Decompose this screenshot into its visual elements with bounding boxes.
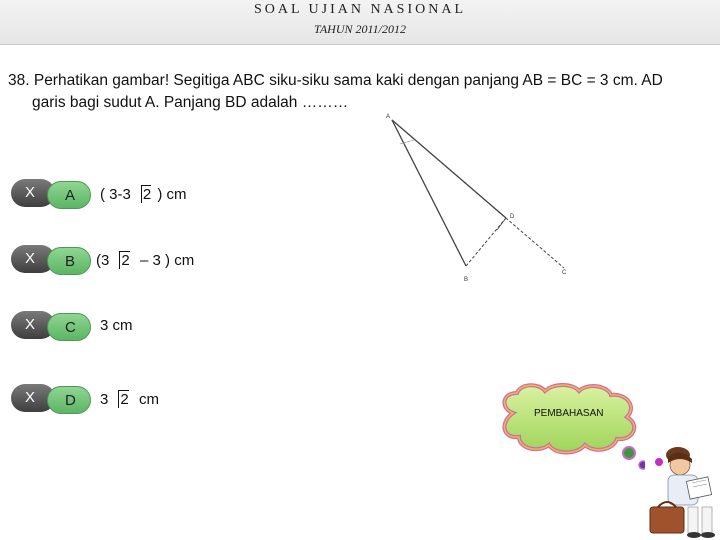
option-b-post: – 3 ) cm [140,252,195,269]
option-d-post: cm [139,391,160,408]
option-b-text [96,247,194,275]
label-c: C [562,270,567,276]
question-line-1: 38. Perhatikan gambar! Segitiga ABC siku-siku sama kaki dengan panjang AB = BC = 3 cm. AD [8,72,663,89]
question-text [8,70,708,114]
sqrt-symbol-icon: 2 [133,181,151,209]
bisector-ad [392,120,506,218]
segment-bd [466,218,506,266]
option-a-button[interactable]: A [47,181,91,209]
pembahasan-button[interactable]: PEMBAHASAN [534,408,604,419]
sqrt-symbol-icon: 2 [111,247,129,275]
option-c-mark-button[interactable]: X [11,311,55,339]
option-d-text [100,386,159,414]
option-b-button[interactable]: B [47,247,91,275]
option-d-mark-button[interactable]: X [11,384,55,412]
option-c-button[interactable]: C [47,313,91,341]
student-reading-icon [648,445,720,540]
sqrt-symbol-icon: 2 [110,386,128,414]
option-b-pre: (3 [96,252,110,269]
option-c-text: 3 cm [100,317,133,334]
question-line-2: garis bagi sudut A. Panjang BD adalah ……… [32,94,349,111]
label-b: B [464,277,469,283]
option-d-button[interactable]: D [47,386,91,414]
option-b-mark-button[interactable]: X [11,245,55,273]
option-a-post: ) cm [157,186,187,203]
triangle-figure [380,108,580,288]
slide-header [0,0,720,45]
header-title: SOAL UJIAN NASIONAL [253,2,467,17]
label-d: D [510,214,515,220]
header-year: TAHUN 2011/2012 [314,22,406,36]
option-a-text [100,181,187,209]
option-a-pre: ( 3-3 [100,186,131,203]
side-ab [392,120,466,266]
option-a-mark-button[interactable]: X [11,179,55,207]
right-angle-mark [497,218,506,230]
label-a: A [386,114,391,120]
pembahasan-bubble-icon [495,383,645,483]
option-d-pre: 3 [100,391,109,408]
